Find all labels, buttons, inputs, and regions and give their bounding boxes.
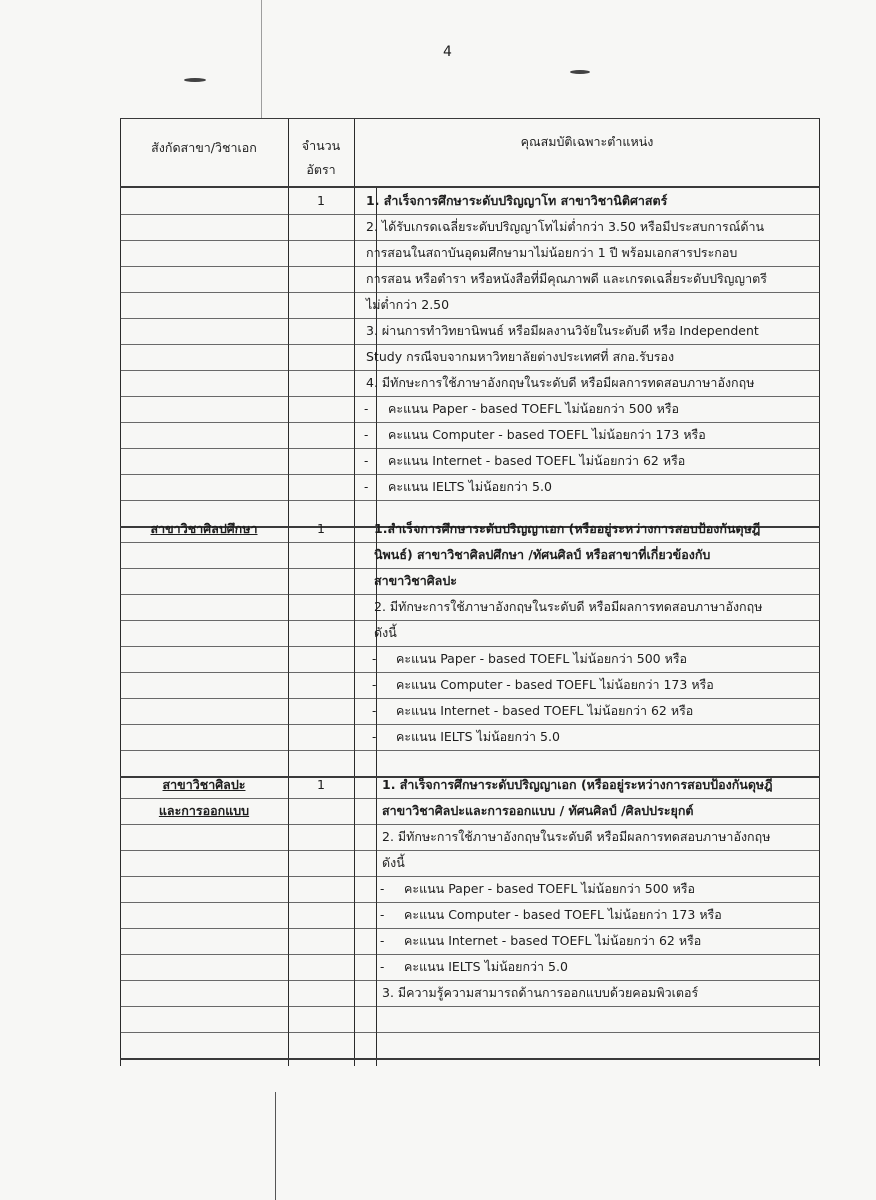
- header-count: จำนวน: [301, 138, 341, 153]
- row-line: [120, 474, 820, 475]
- position-count: 1: [317, 521, 325, 536]
- row-line: [120, 318, 820, 319]
- department-name: สาขาวิชาศิลปะ: [162, 777, 246, 792]
- row-line: [120, 750, 820, 751]
- qualification-line: คะแนน Paper - based TOEFL ไม่น้อยกว่า 500 หรือ: [388, 401, 680, 416]
- scan-smudge: [570, 70, 590, 74]
- row-line: [120, 240, 820, 241]
- qualification-line: 2. ได้รับเกรดเฉลี่ยระดับปริญญาโทไม่ต่ำกว่า 3.50 หรือมีประสบการณ์ด้าน: [366, 219, 765, 234]
- row-line: [120, 292, 820, 293]
- qualification-line: คะแนน Computer - based TOEFL ไม่น้อยกว่า 173 หรือ: [388, 427, 706, 442]
- qualification-line: การสอน หรือตำรา หรือหนังสือที่มีคุณภาพดี และเกรดเฉลี่ยระดับปริญญาตรี: [366, 271, 767, 286]
- binding-line: [275, 1092, 276, 1200]
- qualification-line: การสอนในสถาบันอุดมศึกษามาไม่น้อยกว่า 1 ปี พร้อมเอกสารประกอบ: [366, 245, 738, 260]
- bullet-dash: -: [380, 908, 385, 922]
- qualification-line: คะแนน Computer - based TOEFL ไม่น้อยกว่า 173 หรือ: [396, 677, 714, 692]
- header-count-sub: อัตรา: [306, 162, 336, 177]
- qualification-line: คะแนน Internet - based TOEFL ไม่น้อยกว่า 62 หรือ: [404, 933, 702, 948]
- bullet-dash: -: [364, 480, 369, 494]
- row-line: [120, 542, 820, 543]
- row-line: [120, 422, 820, 423]
- bullet-dash: -: [372, 652, 377, 666]
- row-line: [120, 396, 820, 397]
- qualification-line: คะแนน IELTS ไม่น้อยกว่า 5.0: [388, 479, 552, 494]
- bullet-dash: -: [364, 428, 369, 442]
- bullet-dash: -: [364, 402, 369, 416]
- row-line: [120, 876, 820, 877]
- row-line: [120, 448, 820, 449]
- qualification-line: ดังนี้: [374, 625, 397, 640]
- qualification-line: คะแนน IELTS ไม่น้อยกว่า 5.0: [404, 959, 568, 974]
- row-line: [120, 500, 820, 501]
- qualification-line: 4. มีทักษะการใช้ภาษาอังกฤษในระดับดี หรือมีผลการทดสอบภาษาอังกฤษ: [366, 375, 755, 390]
- bullet-dash: -: [380, 960, 385, 974]
- table-border-right: [819, 118, 820, 1066]
- row-line: [120, 594, 820, 595]
- header-qualifications: คุณสมบัติเฉพาะตำแหน่ง: [520, 134, 654, 149]
- section-divider: [120, 1058, 820, 1060]
- qualification-line: คะแนน Internet - based TOEFL ไม่น้อยกว่า 62 หรือ: [388, 453, 686, 468]
- bullet-dash: -: [372, 704, 377, 718]
- bullet-dash: -: [364, 454, 369, 468]
- qualification-line: คะแนน IELTS ไม่น้อยกว่า 5.0: [396, 729, 560, 744]
- bullet-dash: -: [380, 934, 385, 948]
- qualification-line: คะแนน Paper - based TOEFL ไม่น้อยกว่า 500 หรือ: [404, 881, 696, 896]
- qualification-line: 1. สำเร็จการศึกษาระดับปริญญาโท สาขาวิชานิติศาสตร์: [366, 193, 668, 208]
- qualification-line: คะแนน Paper - based TOEFL ไม่น้อยกว่า 500 หรือ: [396, 651, 688, 666]
- qualification-line: 1. สำเร็จการศึกษาระดับปริญญาเอก (หรืออยู่ระหว่างการสอบป้องกันดุษฎี: [382, 777, 773, 792]
- qualification-line: 2. มีทักษะการใช้ภาษาอังกฤษในระดับดี หรือมีผลการทดสอบภาษาอังกฤษ: [374, 599, 763, 614]
- row-line: [120, 568, 820, 569]
- row-line: [120, 980, 820, 981]
- row-line: [120, 902, 820, 903]
- row-line: [120, 344, 820, 345]
- row-line: [120, 850, 820, 851]
- bullet-dash: -: [372, 678, 377, 692]
- table-border-left: [120, 118, 121, 1066]
- qualification-line: คะแนน Internet - based TOEFL ไม่น้อยกว่า 62 หรือ: [396, 703, 694, 718]
- header-divider: [120, 186, 820, 188]
- row-line: [120, 698, 820, 699]
- bullet-dash: -: [380, 882, 385, 896]
- row-line: [120, 798, 820, 799]
- row-line: [120, 824, 820, 825]
- department-name: และการออกแบบ: [158, 803, 250, 818]
- row-line: [120, 214, 820, 215]
- bullet-dash: -: [372, 730, 377, 744]
- row-line: [120, 954, 820, 955]
- qualification-line: สาขาวิชาศิลปะและการออกแบบ / ทัศนศิลป์ /ศิลปประยุกต์: [382, 803, 694, 818]
- qualification-line: 1.สำเร็จการศึกษาระดับปริญญาเอก (หรืออยู่ระหว่างการสอบป้องกันดุษฎี: [374, 521, 761, 536]
- scan-smudge: [184, 78, 206, 82]
- row-line: [120, 620, 820, 621]
- header-affiliation: สังกัดสาขา/วิชาเอก: [151, 140, 257, 155]
- column-divider: [288, 118, 289, 1066]
- qualification-table: [120, 118, 820, 1066]
- page-number: 4: [443, 44, 452, 60]
- binding-line: [261, 0, 262, 118]
- row-line: [120, 724, 820, 725]
- row-line: [120, 646, 820, 647]
- table-border-top: [120, 118, 820, 119]
- qualification-line: 3. มีความรู้ความสามารถด้านการออกแบบด้วยคอมพิวเตอร์: [382, 985, 699, 1000]
- position-count: 1: [317, 193, 325, 208]
- qualification-line: ดังนี้: [382, 855, 405, 870]
- department-name: สาขาวิชาศิลปศึกษา: [150, 521, 258, 536]
- row-line: [120, 370, 820, 371]
- row-line: [120, 266, 820, 267]
- row-line: [120, 672, 820, 673]
- position-count: 1: [317, 777, 325, 792]
- qualification-line: ไม่ต่ำกว่า 2.50: [366, 297, 450, 312]
- qualification-line: 2. มีทักษะการใช้ภาษาอังกฤษในระดับดี หรือมีผลการทดสอบภาษาอังกฤษ: [382, 829, 771, 844]
- qualification-line: สาขาวิชาศิลปะ: [374, 573, 457, 588]
- row-line: [120, 1032, 820, 1033]
- qualification-line: คะแนน Computer - based TOEFL ไม่น้อยกว่า 173 หรือ: [404, 907, 722, 922]
- column-divider: [354, 118, 355, 1066]
- qualification-line: นิพนธ์) สาขาวิชาศิลปศึกษา /ทัศนศิลป์ หรือสาขาที่เกี่ยวข้องกับ: [374, 547, 711, 562]
- row-line: [120, 928, 820, 929]
- qualification-line: Study กรณีจบจากมหาวิทยาลัยต่างประเทศที่ สกอ.รับรอง: [366, 349, 675, 364]
- qualification-line: 3. ผ่านการทำวิทยานิพนธ์ หรือมีผลงานวิจัยในระดับดี หรือ Independent: [366, 323, 759, 338]
- row-line: [120, 1006, 820, 1007]
